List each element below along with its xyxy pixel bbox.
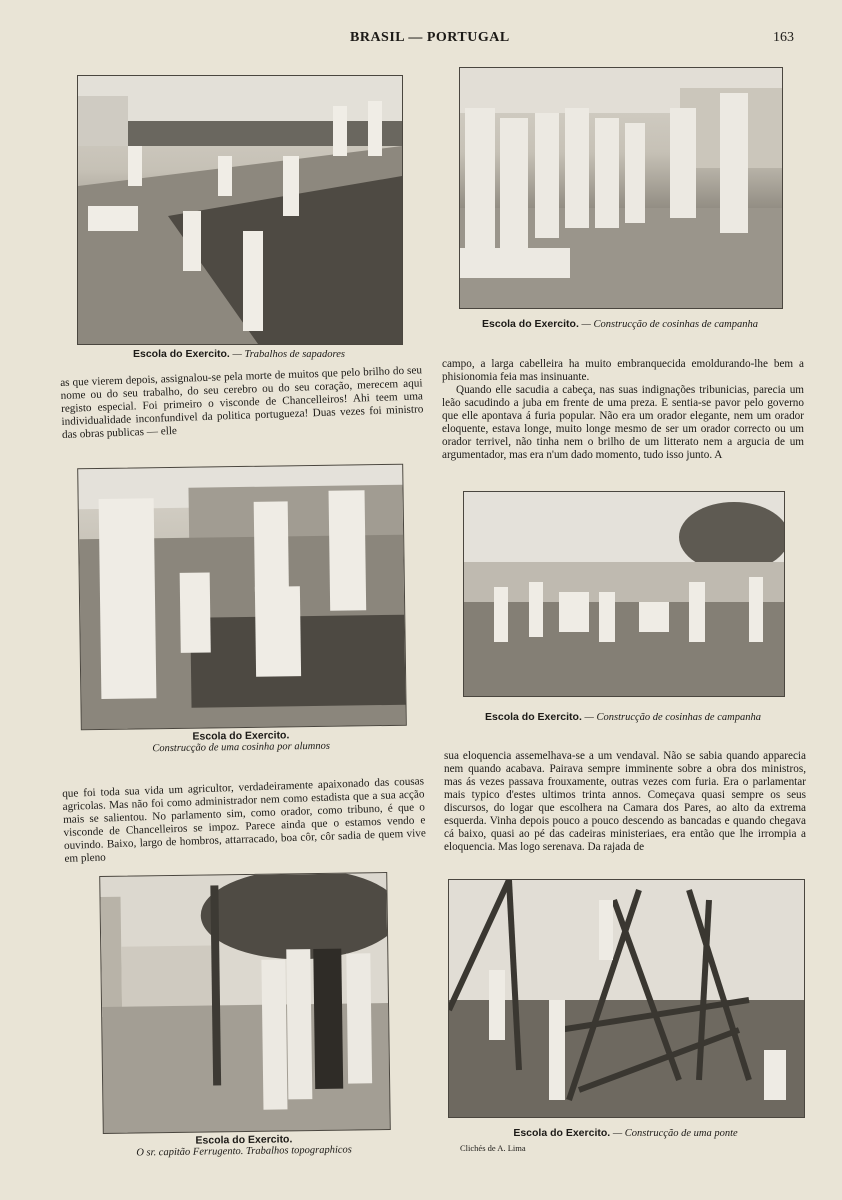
photo-cosinhas-1	[459, 67, 783, 309]
caption-photo-2: Escola do Exercito. — Construcção de cosinhas de campanha	[482, 318, 758, 330]
caption-photo-6: Escola do Exercito. — Construcção de uma ponte	[513, 1127, 738, 1139]
photo-sapadores	[77, 75, 403, 345]
caption-photo-4: Escola do Exercito. — Construcção de cosinhas de campanha	[485, 711, 761, 723]
photo-ponte	[448, 879, 805, 1118]
caption-photo-1: Escola do Exercito. — Trabalhos de sapadores	[132, 348, 345, 360]
article-text-left-1: as que vierem depois, assignalou-se pela morte de muitos que pelo brilho do seu nome ou do seu trabalho, do seu cerebro ou do seu coração, merecem aqui registo especial. Foi primeiro o visconde de Chancelleiros! Ahi teem uma individualidade inconfundivel da politica portugueza! Duas vezes foi ministro das obras publicas — elle	[60, 364, 424, 441]
caption-photo-5: Escola do Exercito. O sr. capitão Ferrugento. Trabalhos topographicos	[136, 1133, 352, 1159]
page-number: 163	[773, 30, 794, 45]
photo-cosinhas-2	[463, 491, 785, 697]
page-header: BRASIL — PORTUGAL	[350, 30, 510, 45]
photo-cosinha-alumnos	[77, 464, 407, 731]
photo-topographicos	[99, 872, 391, 1134]
article-text-right-1: campo, a larga cabelleira ha muito embranquecida emoldurando-lhe bem a phisionomia feia mas insinuante. Quando elle sacudia a cabeça, nas suas indignações tribunicias, parecia um leão sacudindo a juba em frente de uma preza. E sentia-se pavor pelo governo que elle apontava á furia popular. Não era um orador elegante, nem um orador eloquente, estava longe, muito longe mesmo de ser um orador correcto ou um orador terrivel, não tinha nem o brilho de um litterato nem a argucia de um argumentador, mas era n'um dado momento, tudo isso junto. A	[442, 358, 804, 461]
photo-credit: Clichés de A. Lima	[460, 1143, 526, 1153]
article-text-left-2: que foi toda sua vida um agricultor, verdadeiramente apaixonado das cousas agricolas. Mas não foi como administrador nem como estadista que a sua acção mais se salientou. No parlamento sim, como orador, como tribuno, é que o visconde de Chancelleiros se impoz. Parece ainda que o estamos vendo e ouvindo. Baixo, largo de hombros, attarracado, boa côr, côr sadia de quem vive em pleno	[62, 775, 427, 865]
article-text-right-2: sua eloquencia assemelhava-se a um vendaval. Não se sabia quando apparecia nem quando acabava. Pairava sempre imminente sobre a obra dos ministros, mas ás vezes passava frouxamente, outras vezes com furia. Era o parlamentar mais typico d'estes ultimos trinta annos. Começava quasi sempre os seus discursos, do logar que escolhera na Camara dos Pares, ao alto da extrema esquerda. Vinha depois pouco a pouco descendo as bancadas e quando chegava cá baixo, quasi ao pé das cadeiras ministeriaes, era então que lhe irrompia a eloquencia. Mas logo serenava. Da rajada de	[444, 750, 806, 853]
caption-photo-3: Escola do Exercito. Construcção de uma cosinha por alumnos	[152, 729, 330, 755]
